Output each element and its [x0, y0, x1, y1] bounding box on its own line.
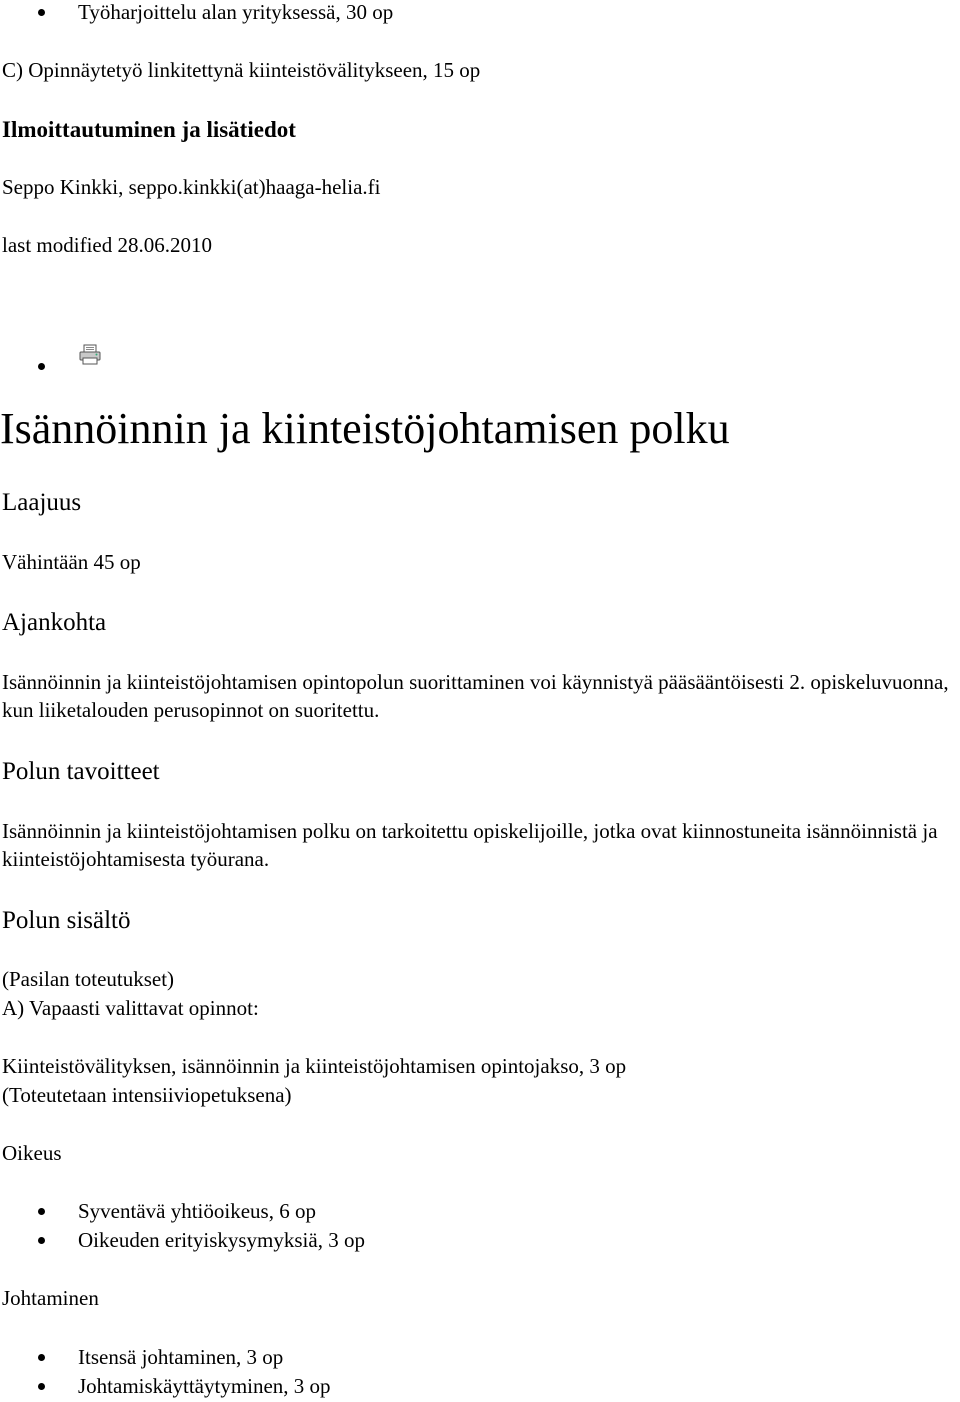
option-c-text: C) Opinnäytetyö linkitettynä kiinteistövälitykseen, 15 op	[2, 58, 481, 82]
law-heading: Oikeus	[2, 1141, 62, 1165]
course-note-text: (Toteutetaan intensiiviopetuksena)	[2, 1083, 292, 1107]
content-heading: Polun sisältö	[2, 907, 131, 934]
mgmt-heading: Johtaminen	[2, 1286, 99, 1310]
page-title: Isännöinnin ja kiinteistöjohtamisen polku	[0, 404, 730, 453]
last-modified: last modified 28.06.2010	[2, 233, 212, 257]
bullet-icon	[38, 363, 45, 370]
contact-heading: Ilmoittautuminen ja lisätiedot	[2, 117, 296, 142]
printer-icon[interactable]	[78, 344, 102, 366]
scope-heading: Laajuus	[2, 489, 82, 516]
timing-text: Isännöinnin ja kiinteistöjohtamisen opintopolun suorittaminen voi käynnistyä pääsääntöisesti 2. opiskeluvuonna, kun liiketalouden perusopinnot on suoritettu.	[2, 670, 949, 722]
option-a-text: A) Vapaasti valittavat opinnot:	[2, 996, 259, 1020]
bullet-icon	[38, 1208, 45, 1215]
goals-heading: Polun tavoitteet	[2, 758, 160, 785]
goals-text: Isännöinnin ja kiinteistöjohtamisen polku on tarkoitettu opiskelijoille, jotka ovat kiinnostuneita isännöinnistä ja kiinteistöjohtamisesta työurana.	[2, 819, 938, 871]
timing-heading: Ajankohta	[2, 609, 107, 636]
scope-text: Vähintään 45 op	[2, 550, 141, 574]
contact-text[interactable]: Seppo Kinkki, seppo.kinkki(at)haaga-helia.fi	[2, 175, 381, 199]
bullet-icon	[38, 9, 45, 16]
bullet-icon	[38, 1237, 45, 1244]
pasila-text: (Pasilan toteutukset)	[2, 967, 175, 991]
course-main-text: Kiinteistövälityksen, isännöinnin ja kiinteistöjohtamisen opintojakso, 3 op	[2, 1054, 627, 1078]
bullet-icon	[38, 1383, 45, 1390]
bullet-icon	[38, 1354, 45, 1361]
